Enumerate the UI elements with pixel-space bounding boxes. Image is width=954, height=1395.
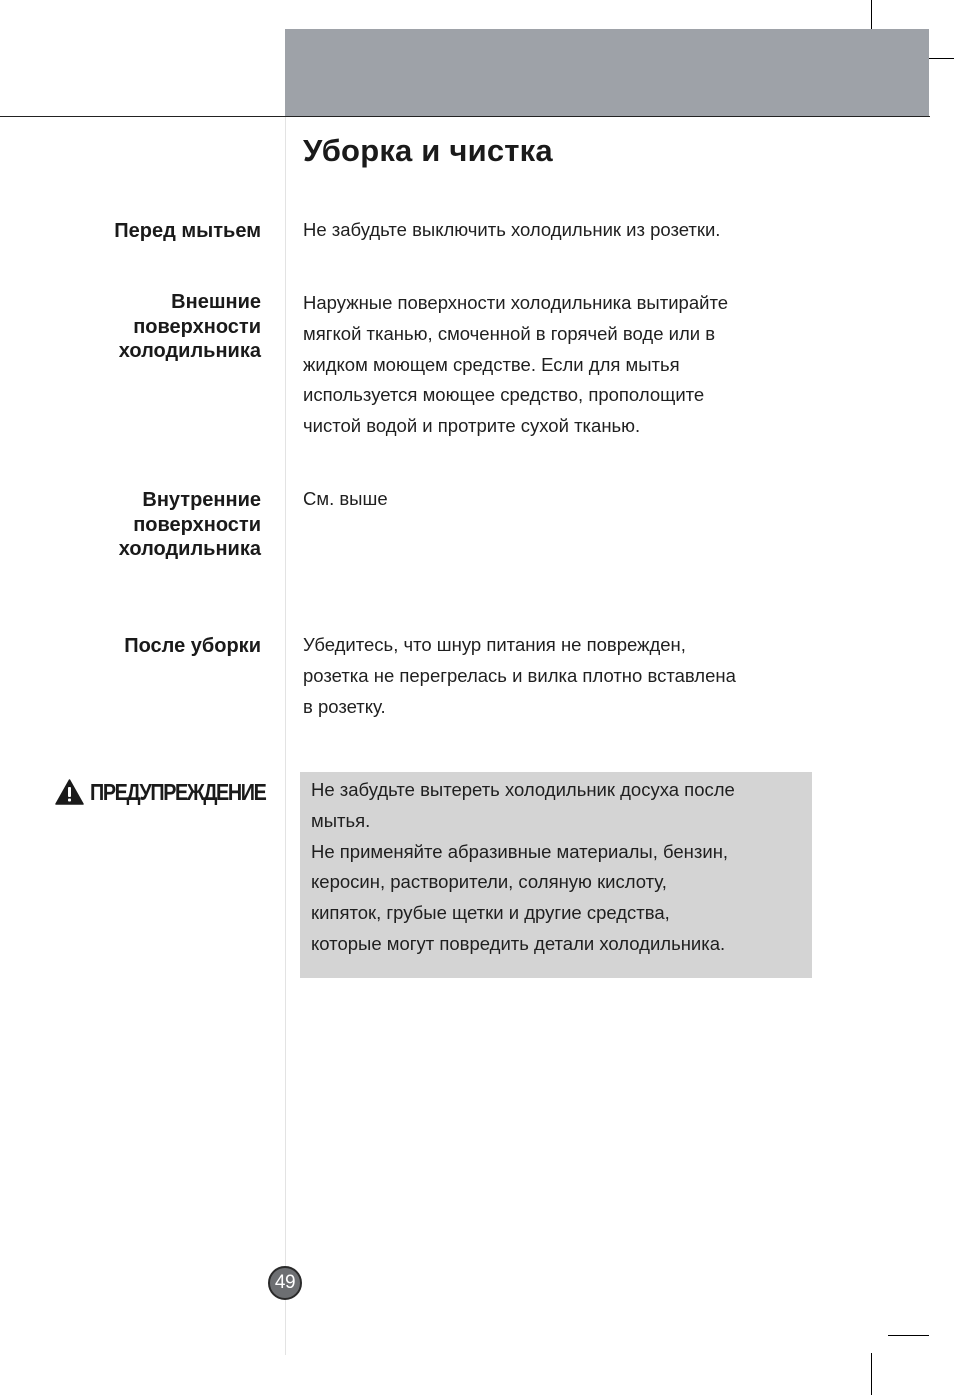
page-number-badge: 49	[268, 1266, 302, 1300]
section-label-line: холодильника	[118, 538, 261, 560]
section-label-line: Внешние	[171, 291, 261, 313]
warning-box	[300, 772, 812, 978]
section-body-before-washing	[303, 215, 720, 246]
section-label-line: Перед мытьем	[114, 220, 261, 242]
crop-mark-top-vertical	[871, 0, 872, 30]
section-label-line: поверхности	[133, 513, 261, 536]
body-line: жидком моющем средстве. Если для мытья	[303, 353, 680, 375]
section-label-exterior	[119, 290, 261, 364]
section-label-line: После уборки	[124, 635, 261, 657]
body-line: розетка не перегрелась и вилка плотно вставлена	[303, 664, 736, 686]
section-label-after-cleaning	[124, 634, 261, 659]
warning-line: Не забудьте вытереть холодильник досуха после	[311, 779, 735, 800]
body-line: Убедитесь, что шнур питания не поврежден,	[303, 634, 686, 655]
warning-line: которые могут повредить детали холодильника.	[311, 932, 726, 954]
warning-line: кипяток, грубые щетки и другие средства,	[311, 902, 670, 924]
warning-line: керосин, растворители, соляную кислоту,	[311, 871, 667, 893]
warning-label: ПРЕДУПРЕЖДЕНИЕ	[90, 778, 266, 805]
page-title: Уборка и чистка	[303, 133, 553, 168]
section-body-exterior	[303, 288, 728, 442]
body-line: мягкой тканью, смоченной в горячей воде или в	[303, 322, 716, 344]
warning-triangle-icon	[55, 779, 84, 805]
column-divider	[285, 117, 286, 1355]
body-line: в розетку.	[303, 695, 386, 717]
warning-line: мытья.	[311, 809, 371, 831]
section-label-line: поверхности	[133, 315, 261, 338]
body-line: Не забудьте выключить холодильник из розетки.	[303, 219, 721, 240]
section-body-after-cleaning	[303, 630, 736, 722]
warning-heading	[55, 776, 294, 808]
section-label-before-washing	[114, 219, 261, 244]
section-body-interior	[303, 484, 388, 515]
crop-mark-bottom-vertical	[871, 1353, 872, 1395]
body-line: чистой водой и протрите сухой тканью.	[303, 415, 641, 437]
header-band	[285, 29, 929, 116]
body-line: используется моющее средство, прополощите	[303, 384, 705, 406]
warning-line: Не применяйте абразивные материалы, бензин,	[311, 840, 729, 862]
section-label-line: холодильника	[118, 340, 261, 362]
body-line: См. выше	[303, 488, 388, 509]
section-label-interior	[119, 488, 261, 562]
body-line: Наружные поверхности холодильника вытирайте	[303, 292, 729, 313]
header-rule	[0, 116, 930, 117]
crop-mark-bottom-horizontal	[888, 1335, 929, 1336]
section-label-line: Внутренние	[142, 489, 261, 511]
